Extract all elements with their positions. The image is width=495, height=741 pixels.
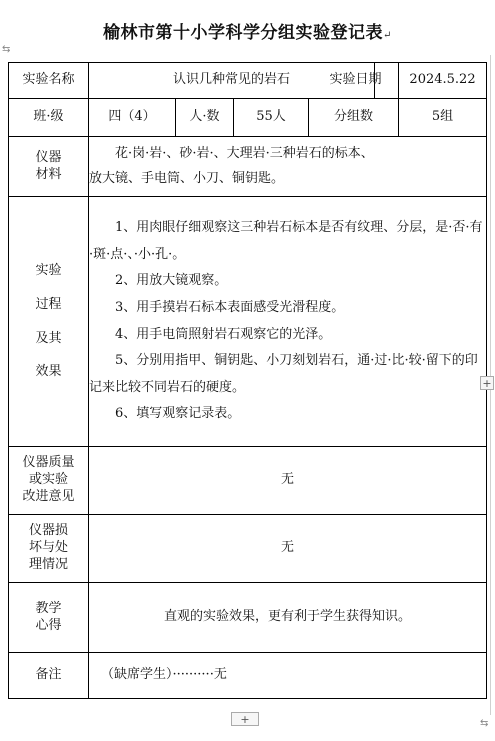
process-step: 4、用手电筒照射岩石观察它的光泽。: [115, 326, 332, 342]
process-step: 3、用手摸岩石标本表面感受光滑程度。: [115, 299, 345, 315]
quality-value-cell[interactable]: [89, 447, 487, 515]
process-step: 6、填写观察记录表。: [115, 406, 241, 422]
row-teaching: [9, 583, 487, 653]
instruments-content-line: 花·岗·岩·、砂·岩·、大理岩·三种岩石的标本、: [115, 146, 374, 162]
table-resize-handle-icon[interactable]: ⇆: [480, 718, 489, 729]
table-move-handle-icon[interactable]: ⇆: [2, 44, 11, 55]
quality-label-line: 改进意见: [22, 488, 75, 504]
damage-label-line: 坏与处: [28, 540, 68, 556]
instruments-content-cell[interactable]: [89, 137, 487, 197]
paragraph-mark: ↵: [383, 30, 392, 41]
class-value-cell[interactable]: [89, 99, 176, 137]
experiment-record-table: [8, 62, 487, 699]
process-label-cell[interactable]: [9, 197, 89, 447]
instruments-content-line: 放大镜、手电筒、小刀、铜钥匙。: [89, 170, 285, 186]
groups-label-cell[interactable]: [309, 99, 399, 137]
instruments-label-line: 仪器: [35, 149, 62, 165]
quality-label-cell[interactable]: [9, 447, 89, 515]
notes-value-cell[interactable]: [89, 653, 487, 699]
experiment-name-label: 实验名称: [22, 72, 75, 88]
notes-label-cell[interactable]: [9, 653, 89, 699]
damage-value: 无: [281, 540, 295, 556]
experiment-date-label: 实验日期: [329, 72, 382, 88]
class-label: 班·级: [33, 109, 64, 125]
process-label-line: 效果: [35, 364, 62, 380]
row-class-info: [9, 99, 487, 137]
people-value-cell[interactable]: [234, 99, 309, 137]
groups-value-cell[interactable]: [399, 99, 487, 137]
damage-value-cell[interactable]: [89, 515, 487, 583]
experiment-date-value: 2024.5.22: [409, 72, 476, 88]
damage-label-line: 理情况: [28, 556, 68, 572]
row-experiment-name: [9, 63, 487, 99]
teaching-value: 直观的实验效果，更有利于学生获得知识。: [164, 609, 412, 625]
teaching-label-line: 教学: [35, 600, 62, 616]
add-row-plus-icon[interactable]: +: [480, 376, 494, 390]
people-label: 人·数: [189, 109, 220, 125]
people-value: 55人: [256, 109, 286, 125]
process-label-line: 及其: [35, 330, 62, 346]
notes-label: 备注: [35, 667, 62, 683]
document-title: [0, 18, 495, 43]
row-instruments: [9, 137, 487, 197]
groups-label: 分组数: [334, 109, 374, 125]
row-notes: [9, 653, 487, 699]
class-value: 四（4）: [108, 109, 156, 125]
damage-label-cell[interactable]: [9, 515, 89, 583]
process-step: 2、用放大镜观察。: [115, 273, 228, 289]
instruments-label-line: 材料: [35, 166, 62, 182]
row-process: [9, 197, 487, 447]
experiment-date-value-cell[interactable]: [399, 63, 487, 99]
quality-value: 无: [281, 472, 295, 488]
process-content-cell[interactable]: [89, 197, 487, 447]
damage-label-line: 仪器损: [28, 523, 68, 539]
teaching-label-line: 心得: [35, 617, 62, 633]
experiment-name-value: 认识几种常见的岩石: [173, 72, 291, 88]
teaching-label-cell[interactable]: [9, 583, 89, 653]
row-damage: [9, 515, 487, 583]
notes-value: （缺席学生）··········无: [101, 667, 227, 683]
teaching-value-cell[interactable]: [89, 583, 487, 653]
process-step: 5、分别用指甲、铜钥匙、小刀刻划岩石，通·过·比·较·留下的印记来比较不同岩石的硬度。: [89, 353, 478, 395]
process-step: 1、用肉眼仔细观察这三种岩石标本是否有纹理、分层，是·否·有·斑·点·、·小·孔·。: [89, 219, 483, 262]
groups-value: 5组: [431, 109, 454, 125]
row-quality: [9, 447, 487, 515]
add-row-bottom-plus-icon[interactable]: +: [231, 712, 259, 726]
instruments-label-cell[interactable]: [9, 137, 89, 197]
class-label-cell[interactable]: [9, 99, 89, 137]
experiment-name-label-cell[interactable]: [9, 63, 89, 99]
document-title-text: 榆林市第十小学科学分组实验登记表: [103, 23, 384, 43]
process-label-line: 实验: [35, 262, 62, 278]
experiment-date-label-cell[interactable]: [329, 63, 399, 99]
people-label-cell[interactable]: [176, 99, 234, 137]
quality-label-line: 或实验: [28, 472, 68, 488]
process-label-line: 过程: [35, 296, 62, 312]
quality-label-line: 仪器质量: [22, 455, 75, 471]
